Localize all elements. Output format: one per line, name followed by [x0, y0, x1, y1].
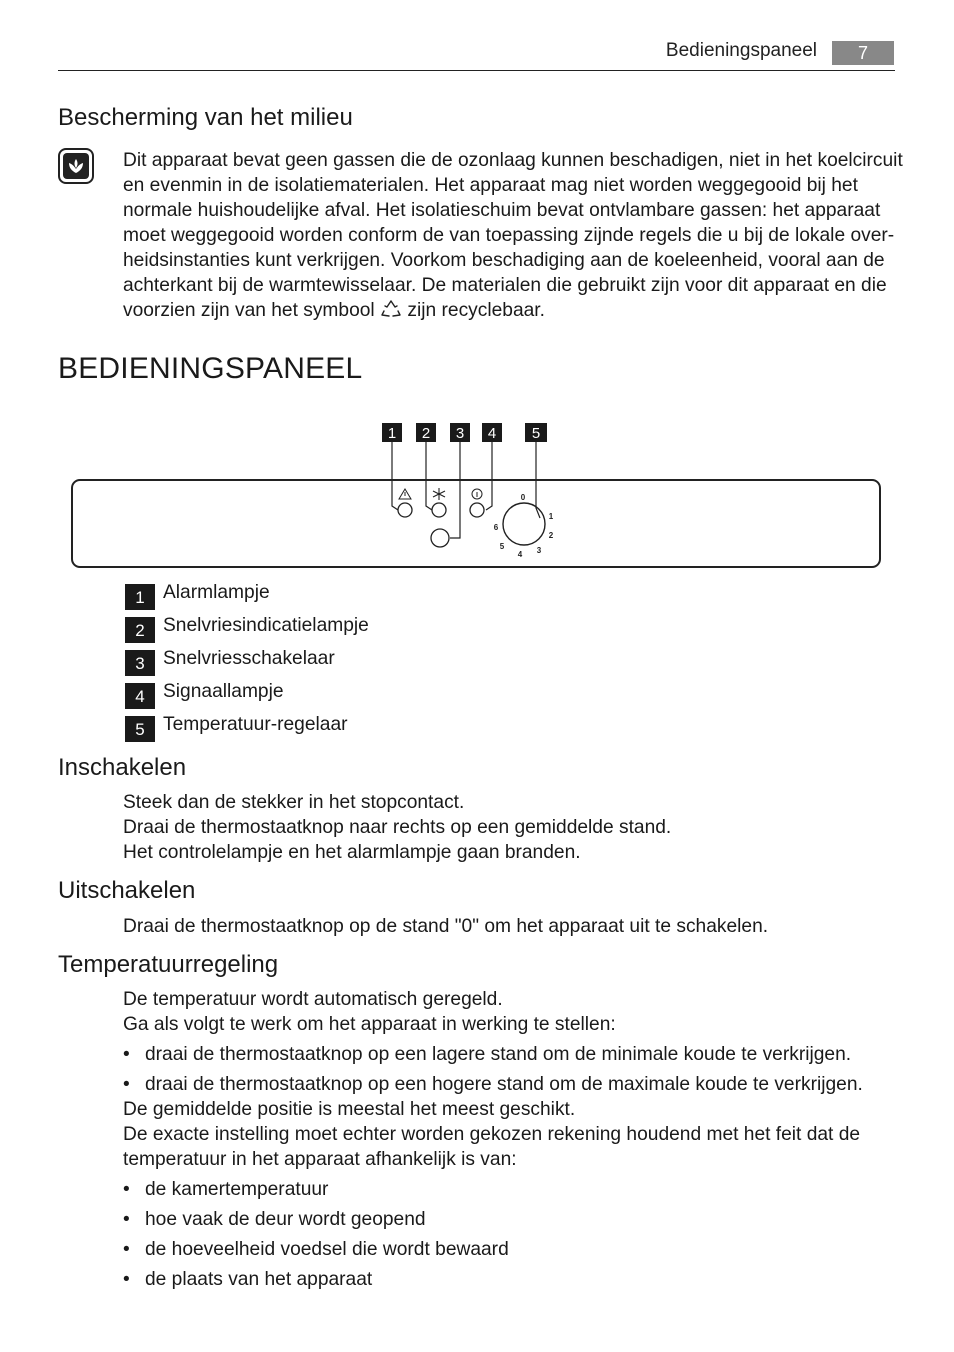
temperatuur-intro — [123, 987, 616, 1037]
dial-label-1: 1 — [548, 512, 554, 521]
temperatuur-middle — [123, 1097, 860, 1172]
text-line: heidsinstanties kunt verkrijgen. Voorkom beschadiging aan de koeleenheid, vooral aan de — [123, 250, 885, 271]
text-fragment: voorzien zijn van het symbool — [123, 300, 375, 321]
legend-number: 3 — [125, 650, 155, 676]
bullet-item — [123, 1042, 851, 1067]
text-line: normale huishoudelijke afval. Het isolatieschuim bevat ontvlambare gassen: het apparaat — [123, 200, 881, 221]
page-number: 7 — [832, 41, 894, 65]
callout-1-label: 1 — [387, 425, 397, 442]
temperatuur-heading: Temperatuurregeling — [58, 951, 279, 978]
fast-freeze-lamp — [432, 503, 446, 517]
legend-item — [125, 580, 270, 608]
inschakelen-paragraph — [123, 790, 671, 865]
callout-2 — [416, 423, 436, 442]
running-header-title: Bedieningspaneel — [665, 40, 817, 61]
callout-5-label: 5 — [531, 425, 541, 442]
bullet-icon: • — [123, 1044, 130, 1065]
page-title: BEDIENINGSPANEEL — [58, 352, 363, 385]
callout-5 — [525, 423, 547, 442]
environment-icon — [58, 148, 94, 184]
signal-lamp — [470, 503, 484, 517]
text-line: Het controlelampje en het alarmlampje gaan branden. — [123, 842, 581, 863]
environment-heading: Bescherming van het milieu — [58, 104, 353, 131]
legend-item — [125, 712, 348, 740]
snowflake-icon — [433, 488, 445, 500]
info-icon — [472, 489, 482, 499]
callout-1 — [382, 423, 402, 442]
text-line: Draai de thermostaatknop op de stand "0" om het apparaat uit te schakelen. — [123, 916, 769, 937]
bullet-text: draai de thermostaatknop op een lagere stand om de minimale koude te verkrijgen. — [145, 1044, 852, 1065]
inschakelen-heading: Inschakelen — [58, 754, 187, 781]
text-line: achterkant bij de warmtewisselaar. De materialen die gebruikt zijn voor dit apparaat en die — [123, 275, 887, 296]
bullet-icon: • — [123, 1239, 130, 1260]
legend-number: 5 — [125, 716, 155, 742]
bullet-item — [123, 1177, 328, 1202]
text-line: Draai de thermostaatknop naar rechts op een gemiddelde stand. — [123, 817, 672, 838]
callout-3-label: 3 — [455, 425, 465, 442]
leader-lines — [392, 442, 540, 538]
control-panel-diagram — [70, 418, 884, 573]
text-line: De exacte instelling moet echter worden gekozen rekening houdend met het feit dat de — [123, 1124, 861, 1145]
callout-2-label: 2 — [421, 425, 431, 442]
text-line: Steek dan de stekker in het stopcontact. — [123, 792, 465, 813]
bullet-item — [123, 1267, 372, 1292]
dial-label-0: 0 — [520, 493, 526, 502]
dial-label-2: 2 — [548, 531, 554, 540]
text-line: Dit apparaat bevat geen gassen die de ozonlaag kunnen beschadigen, niet in het koelcircuit — [123, 150, 903, 171]
text-line: De temperatuur wordt automatisch geregeld. — [123, 989, 503, 1010]
bullet-item — [123, 1237, 509, 1262]
legend-number: 4 — [125, 683, 155, 709]
callout-4-label: 4 — [487, 425, 497, 442]
bullet-icon: • — [123, 1074, 130, 1095]
panel-outline — [72, 480, 880, 567]
recycle-icon — [380, 299, 402, 326]
bullet-text: hoe vaak de deur wordt geopend — [145, 1209, 426, 1230]
environment-paragraph — [123, 148, 903, 326]
legend-label: Alarmlampje — [163, 582, 270, 603]
bullet-text: de kamertemperatuur — [145, 1179, 329, 1200]
uitschakelen-paragraph — [123, 914, 768, 939]
uitschakelen-heading: Uitschakelen — [58, 877, 196, 904]
bullet-item — [123, 1072, 863, 1097]
bullet-text: de plaats van het apparaat — [145, 1269, 373, 1290]
dial-label-3: 3 — [536, 546, 542, 555]
text-line: De gemiddelde positie is meestal het meest geschikt. — [123, 1099, 576, 1120]
legend-number: 1 — [125, 584, 155, 610]
bullet-icon: • — [123, 1209, 130, 1230]
dial-label-5: 5 — [499, 542, 505, 551]
legend-label: Snelvriesindicatielampje — [163, 615, 369, 636]
legend-item — [125, 646, 335, 674]
legend-label: Signaallampje — [163, 681, 284, 702]
fast-freeze-switch — [431, 529, 449, 547]
text-line: moet weggegooid worden conform de van toepassing zijnde regels die u bij de lokale over- — [123, 225, 895, 246]
callout-3 — [450, 423, 470, 442]
legend-item — [125, 679, 284, 707]
temperature-dial — [503, 503, 545, 545]
bullet-text: draai de thermostaatknop op een hogere stand om de maximale koude te verkrijgen. — [145, 1074, 863, 1095]
text-line: Ga als volgt te werk om het apparaat in werking te stellen: — [123, 1014, 616, 1035]
text-line: en evenmin in de isolatiematerialen. Het apparaat mag niet worden weggegooid bij het — [123, 175, 858, 196]
bullet-item — [123, 1207, 426, 1232]
bullet-icon: • — [123, 1179, 130, 1200]
text-fragment: zijn recyclebaar. — [407, 300, 545, 321]
bullet-text: de hoeveelheid voedsel die wordt bewaard — [145, 1239, 509, 1260]
text-line — [123, 298, 903, 326]
callout-4 — [482, 423, 502, 442]
bullet-icon: • — [123, 1269, 130, 1290]
dial-label-4: 4 — [517, 550, 523, 559]
header-rule — [58, 70, 895, 71]
alarm-lamp — [398, 503, 412, 517]
alarm-triangle-icon — [399, 489, 411, 499]
dial-label-6: 6 — [493, 523, 499, 532]
text-line: temperatuur in het apparaat afhankelijk is van: — [123, 1149, 517, 1170]
legend-item — [125, 613, 369, 641]
legend-label: Temperatuur-regelaar — [163, 714, 348, 735]
legend-number: 2 — [125, 617, 155, 643]
legend-label: Snelvriesschakelaar — [163, 648, 335, 669]
